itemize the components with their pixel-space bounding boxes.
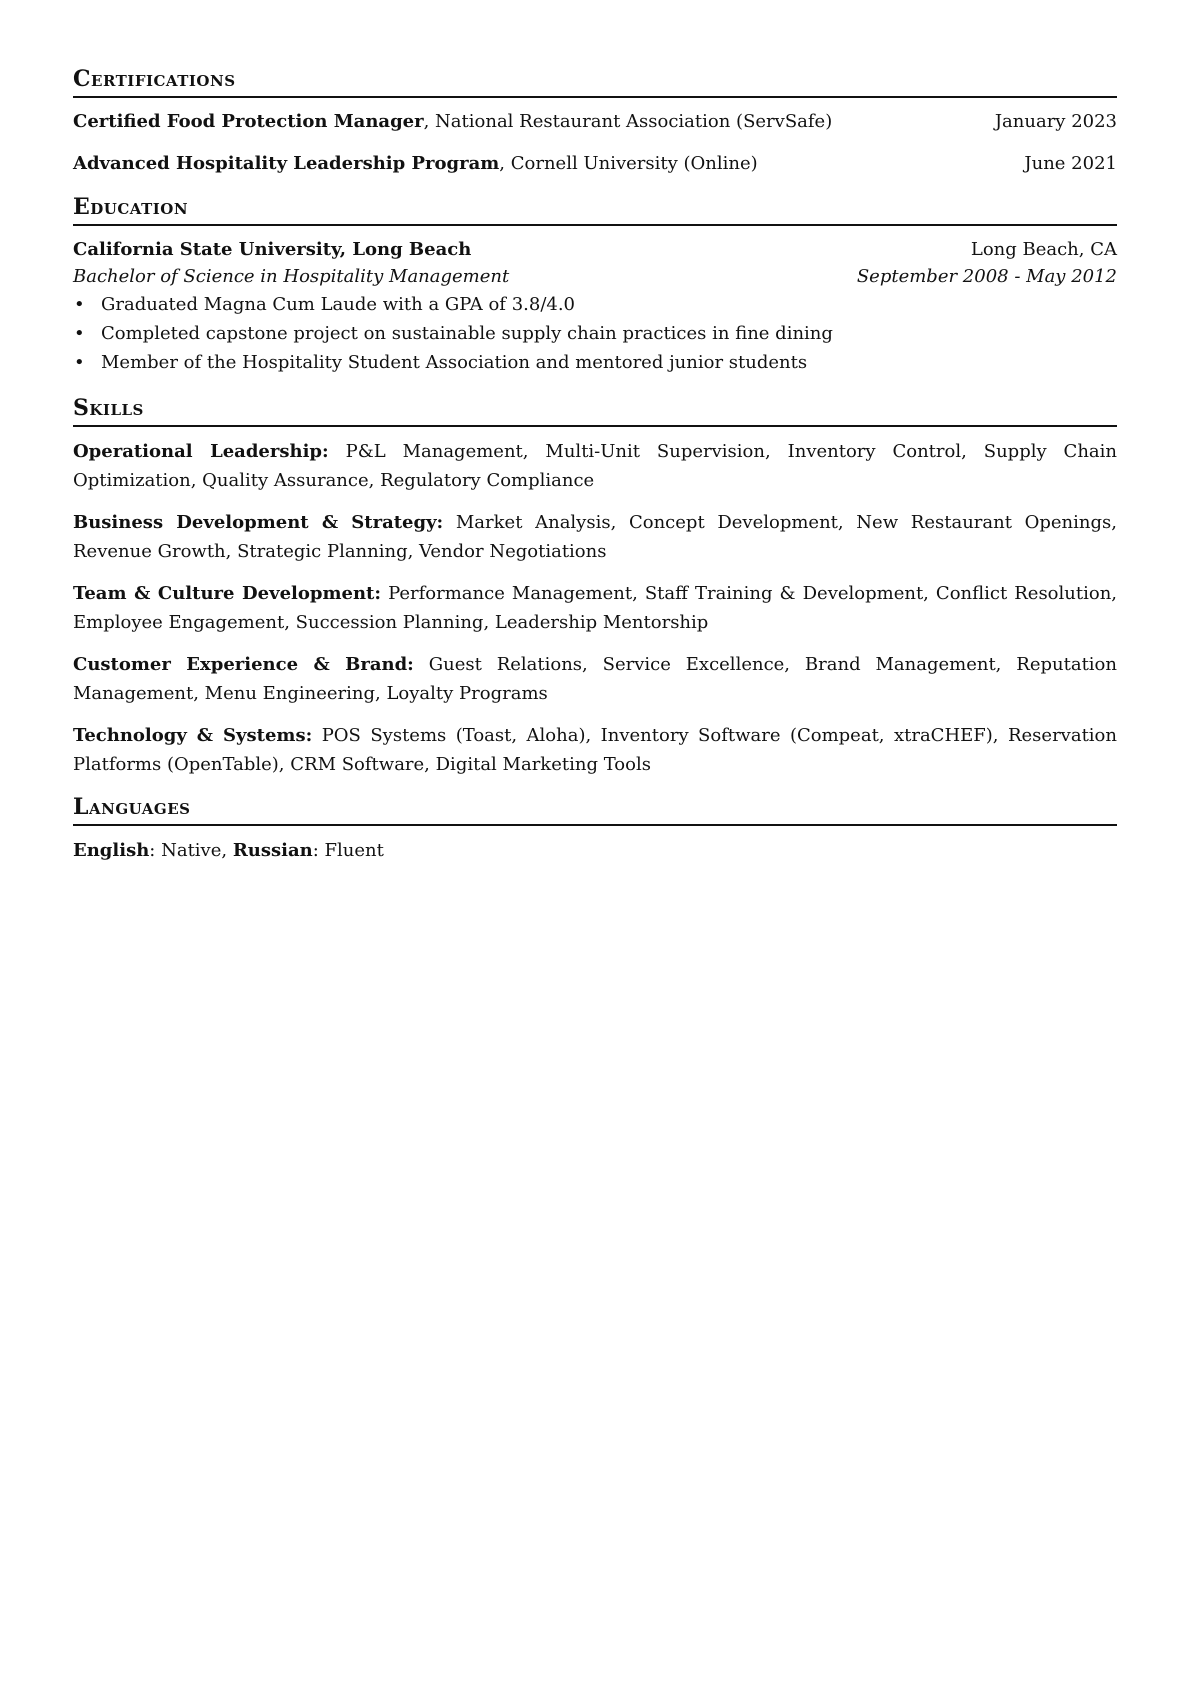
education-bullet: • Graduated Magna Cum Laude with a GPA of 3.8/4.0: [101, 290, 1117, 319]
skills-heading: Skills: [73, 393, 1117, 427]
certification-item: [73, 108, 1117, 135]
school-location: Long Beach, CA: [970, 239, 1117, 260]
degree-name: Bachelor of Science in Hospitality Management: [73, 266, 510, 287]
language-level: : Native: [149, 840, 222, 861]
education-dates: September 2008 - May 2012: [856, 266, 1117, 287]
skill-list: Performance Management, Staff Training & Development, Conflict Resolution, Employee Engagement, Succession Planning, Leadership Mentorship: [73, 583, 1118, 633]
certification-date: January 2023: [994, 111, 1117, 132]
certification-issuer: , Cornell University (Online): [499, 153, 758, 174]
skill-category: Technology & Systems:: [73, 725, 313, 746]
languages-line: [73, 836, 1117, 865]
language-name: English: [73, 840, 150, 861]
certification-name: Advanced Hospitality Leadership Program: [73, 153, 500, 174]
skill-list: Guest Relations, Service Excellence, Brand Management, Reputation Management, Menu Engineering, Loyalty Programs: [73, 654, 1117, 704]
certifications-section: [73, 64, 1117, 177]
certification-name: Certified Food Protection Manager: [73, 111, 424, 132]
education-bullet: • Member of the Hospitality Student Association and mentored junior students: [101, 348, 1117, 377]
skill-category: Business Development & Strategy:: [73, 512, 444, 533]
skill-group: [73, 721, 1117, 779]
skill-group: [73, 437, 1117, 495]
language-name: Russian: [232, 840, 313, 861]
languages-heading: Languages: [73, 792, 1117, 826]
education-degree-row: [73, 263, 1117, 290]
languages-section: [73, 792, 1117, 865]
skill-category: Team & Culture Development:: [73, 583, 382, 604]
education-heading: Education: [73, 192, 1117, 226]
certification-item: [73, 150, 1117, 177]
education-section: [73, 192, 1117, 387]
skill-list: P&L Management, Multi-Unit Supervision, Inventory Control, Supply Chain Optimization, Quality Assurance, Regulatory Compliance: [73, 441, 1117, 491]
education-bullet-list: [73, 290, 1117, 377]
certifications-heading: Certifications: [73, 64, 1117, 98]
certification-issuer: , National Restaurant Association (ServSafe): [423, 111, 833, 132]
skill-category: Operational Leadership:: [73, 441, 329, 462]
skills-section: [73, 393, 1117, 779]
skill-group: [73, 579, 1117, 637]
skill-list: Market Analysis, Concept Development, New Restaurant Openings, Revenue Growth, Strategic Planning, Vendor Negotiations: [73, 512, 1117, 562]
certification-date: June 2021: [1024, 153, 1117, 174]
skill-list: POS Systems (Toast, Aloha), Inventory Software (Compeat, xtraCHEF), Reservation Platforms (OpenTable), CRM Software, Digital Marketing Tools: [73, 725, 1117, 775]
language-separator: ,: [221, 840, 233, 861]
skill-category: Customer Experience & Brand:: [73, 654, 414, 675]
skill-group: [73, 650, 1117, 708]
skill-group: [73, 508, 1117, 566]
school-name: California State University, Long Beach: [73, 239, 472, 260]
education-school-row: [73, 236, 1117, 263]
language-level: : Fluent: [312, 840, 384, 861]
education-bullet: • Completed capstone project on sustainable supply chain practices in fine dining: [101, 319, 1117, 348]
